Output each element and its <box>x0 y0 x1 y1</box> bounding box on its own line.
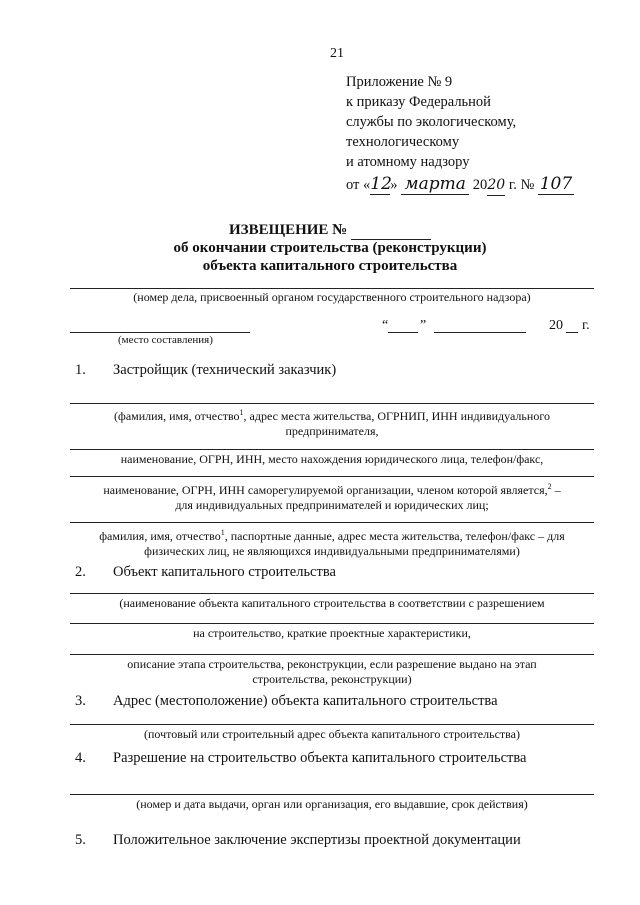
notice-title-text: ИЗВЕЩЕНИЕ № <box>229 222 348 238</box>
date-g-label: г. <box>582 318 590 333</box>
case-number-caption: (номер дела, присвоенный органом государственного строительного надзора) <box>133 290 531 304</box>
section-number: 3. <box>75 693 86 709</box>
order-day: 12 <box>370 174 392 194</box>
appendix-line: и атомному надзору <box>346 154 470 170</box>
section-title: Разрешение на строительство объекта капитального строительства <box>113 750 527 766</box>
section-4-heading <box>75 750 526 767</box>
page-number: 21 <box>330 46 344 61</box>
date-year-label: 20 <box>549 318 563 333</box>
appendix-line: к приказу Федеральной <box>346 94 491 110</box>
section-number: 1. <box>75 362 86 378</box>
date-quote-close: ” <box>420 318 427 333</box>
section-title: Адрес (местоположение) объекта капитального строительства <box>113 693 498 709</box>
section-5-heading <box>75 832 521 849</box>
object-characteristics-field[interactable] <box>70 623 594 624</box>
appendix-block <box>346 72 574 196</box>
section-title: Положительное заключение экспертизы проектной документации <box>113 832 521 848</box>
place-field[interactable] <box>70 332 250 333</box>
date-year-field[interactable] <box>566 332 578 333</box>
notice-title <box>140 222 520 240</box>
date-prefix: от « <box>346 177 371 193</box>
section-2-heading <box>75 564 336 581</box>
appendix-line: службы по экологическому, <box>346 114 517 130</box>
object-name-field[interactable] <box>70 593 594 594</box>
developer-person-field[interactable] <box>70 522 594 523</box>
permit-field[interactable] <box>70 794 594 795</box>
notice-number-blank <box>351 222 431 240</box>
section-number: 4. <box>75 750 86 766</box>
place-caption: (место составления) <box>118 334 213 346</box>
developer-sro-field[interactable] <box>70 476 594 477</box>
section-1-caption-1: (фамилия, имя, отчество$^1$, адрес места жительства, ОГРНИП, ИНН индивидуального предпринимателя, <box>114 408 550 438</box>
section-2-caption-1: (наименование объекта капитального строительства в соответствии с разрешением <box>119 596 545 610</box>
developer-name-field[interactable] <box>70 403 594 404</box>
order-date-line <box>346 174 574 196</box>
section-3-heading <box>75 693 498 710</box>
year-prefix: 20 <box>472 177 488 193</box>
date-quote-open: “ <box>382 318 389 333</box>
section-3-caption-1: (почтовый или строительный адрес объекта капитального строительства) <box>144 727 520 741</box>
section-4-caption-1: (номер и дата выдачи, орган или организация, его выдавшие, срок действия) <box>136 797 528 811</box>
date-month-field[interactable] <box>434 332 526 333</box>
year-word: г. № <box>505 177 535 193</box>
object-stage-field[interactable] <box>70 654 594 655</box>
appendix-line: Приложение № 9 <box>346 74 453 90</box>
notice-subtitle-1: об окончании строительства (реконструкции) <box>173 240 487 256</box>
object-address-field[interactable] <box>70 724 594 725</box>
order-month: марта <box>401 174 469 195</box>
section-number: 5. <box>75 832 86 848</box>
section-2-caption-2: на строительство, краткие проектные характеристики, <box>193 626 471 640</box>
notice-subtitle-2: объекта капитального строительства <box>202 258 458 274</box>
date-mid: » <box>390 177 398 193</box>
order-year-suffix: 20 <box>487 175 505 196</box>
order-number: 107 <box>539 174 573 194</box>
appendix-line: технологическому <box>346 134 460 150</box>
section-number: 2. <box>75 564 86 580</box>
developer-legal-field[interactable] <box>70 449 594 450</box>
case-number-field[interactable] <box>70 288 594 289</box>
section-2-caption-3: описание этапа строительства, реконструкции, если разрешение выдано на этап строительства, реконструкции) <box>127 657 537 686</box>
section-1-heading <box>75 362 336 379</box>
section-title: Объект капитального строительства <box>113 564 336 580</box>
date-day-field[interactable] <box>388 332 418 333</box>
section-1-caption-3: наименование, ОГРН, ИНН саморегулируемой организации, членом которой является,$^2$ – для индивидуальных предпринимателей и юридических лиц; <box>103 482 561 512</box>
section-1-caption-4: фамилия, имя, отчество$^1$, паспортные данные, адрес места жительства, телефон/факс – для физических лиц, не являющихся индивидуальными предпринимателями) <box>99 528 565 558</box>
section-1-caption-2: наименование, ОГРН, ИНН, место нахождения юридического лица, телефон/факс, <box>120 452 544 466</box>
section-title: Застройщик (технический заказчик) <box>113 362 337 378</box>
